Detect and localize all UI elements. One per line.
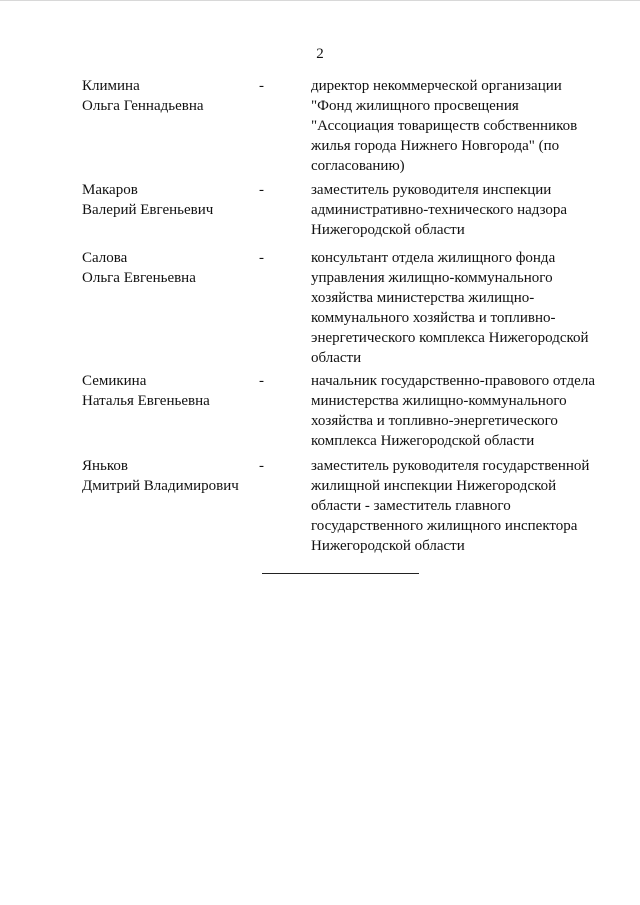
position-line: области - заместитель главного [311,498,511,514]
position-line: начальник государственно-правового отдела [311,373,595,389]
position-line: жилья города Нижнего Новгорода" (по [311,138,560,154]
position-line: хозяйства министерства жилищно- [311,290,535,306]
member-name [82,248,252,288]
position-line: энергетического комплекса Нижегородской [311,330,589,346]
member-position [311,371,601,451]
scan-top-edge [0,0,640,1]
member-given-names: Ольга Евгеньевна [82,270,196,286]
member-position [311,248,601,368]
position-line: управления жилищно-коммунального [311,270,553,286]
position-line: директор некоммерческой организации [311,78,562,94]
position-line: жилищной инспекции Нижегородской [311,478,557,494]
member-surname: Макаров [82,182,138,198]
member-given-names: Валерий Евгеньевич [82,202,214,218]
member-name [82,456,252,496]
member-name [82,180,252,220]
member-given-names: Дмитрий Владимирович [82,478,239,494]
position-line: консультант отдела жилищного фонда [311,250,556,266]
member-dash: - [259,182,264,198]
member-name [82,76,252,116]
document-end-rule [262,573,419,574]
member-surname: Климина [82,78,140,94]
position-line: заместитель руководителя инспекции [311,182,552,198]
member-position [311,456,601,556]
position-line: Нижегородской области [311,222,465,238]
member-position [311,76,601,176]
position-line: комплекса Нижегородской области [311,433,535,449]
position-line: Нижегородской области [311,538,465,554]
position-line: административно-технического надзора [311,202,568,218]
member-dash: - [259,458,264,474]
member-given-names: Ольга Геннадьевна [82,98,204,114]
position-line: заместитель руководителя государственной [311,458,590,474]
member-surname: Семикина [82,373,147,389]
position-line: коммунального хозяйства и топливно- [311,310,556,326]
position-line: согласованию) [311,158,405,174]
member-dash: - [259,250,264,266]
position-line: области [311,350,362,366]
position-line: министерства жилищно-коммунального [311,393,567,409]
member-surname: Яньков [82,458,128,474]
member-name [82,371,252,411]
member-surname: Салова [82,250,128,266]
member-given-names: Наталья Евгеньевна [82,393,210,409]
member-dash: - [259,373,264,389]
position-line: "Фонд жилищного просвещения [311,98,519,114]
position-line: хозяйства и топливно-энергетического [311,413,558,429]
page-number: 2 [316,46,324,62]
position-line: "Ассоциация товариществ собственников [311,118,578,134]
member-position [311,180,601,240]
position-line: государственного жилищного инспектора [311,518,578,534]
member-dash: - [259,78,264,94]
